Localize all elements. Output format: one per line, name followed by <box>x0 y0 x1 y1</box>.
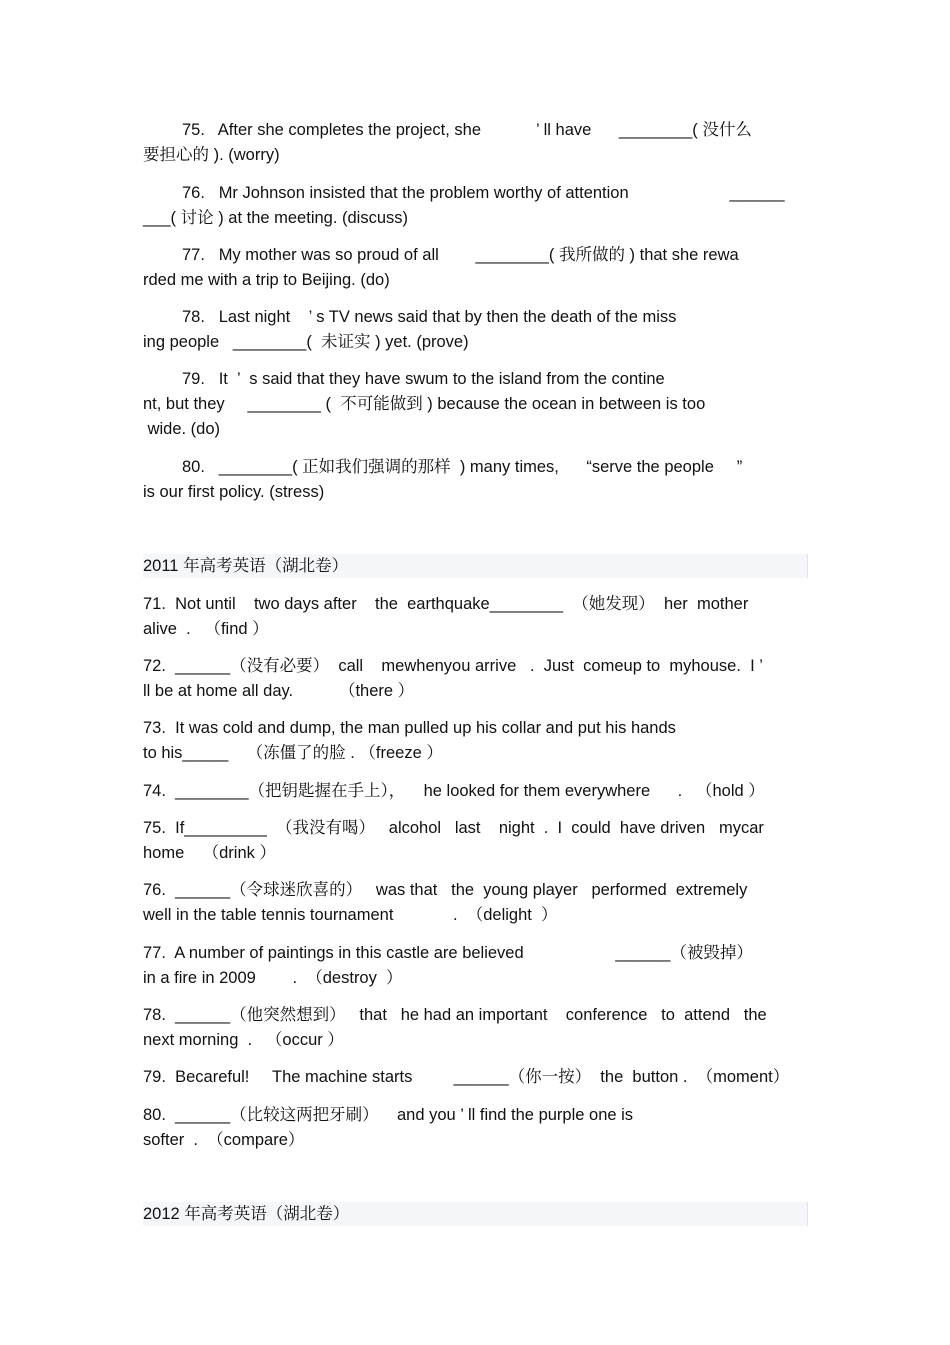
question-74 <box>143 779 808 804</box>
question-line: 72. ______（没有必要） call mewhenyou arrive . Just comeup to myhouse. I ’ <box>143 657 763 675</box>
question-line: rded me with a trip to Beijing. (do) <box>143 271 390 289</box>
question-line: 80. ______（比较这两把牙刷） and you ’ ll find the purple one is <box>143 1106 634 1124</box>
section-title: 2011 年高考英语（湖北卷） <box>143 557 349 575</box>
question-79 <box>143 367 808 442</box>
question-line: home （drink ） <box>143 844 276 862</box>
question-80 <box>143 455 808 505</box>
question-line: 79. Becareful! The machine starts ______（你一按） the button . （moment） <box>143 1068 790 1086</box>
question-79b <box>143 1065 808 1090</box>
question-line: 78. Last night ’ s TV news said that by then the death of the miss <box>182 308 677 326</box>
section-header-2012 <box>143 1202 808 1226</box>
question-line: softer . （compare） <box>143 1131 305 1149</box>
question-line: 73. It was cold and dump, the man pulled up his collar and put his hands <box>143 719 676 737</box>
question-line: nt, but they ________ ( 不可能做到 ) because the ocean in between is too <box>143 395 706 413</box>
question-78 <box>143 305 808 355</box>
question-line: 71. Not until two days after the earthquake________ （她发现） her mother <box>143 595 749 613</box>
question-line: 79. It ’ s said that they have swum to the island from the contine <box>182 370 665 388</box>
question-line: 78. ______（他突然想到） that he had an important conference to attend the <box>143 1006 767 1024</box>
question-line: 75. If_________ （我没有喝） alcohol last night . I could have driven mycar <box>143 819 764 837</box>
question-78b <box>143 1003 808 1053</box>
question-line: wide. (do) <box>143 420 221 438</box>
question-77 <box>143 243 808 293</box>
question-75b <box>143 816 808 866</box>
question-line: 76. Mr Johnson insisted that the problem worthy of attention ______ <box>182 184 785 202</box>
question-80b <box>143 1103 808 1153</box>
question-72 <box>143 654 808 704</box>
question-line: ___( 讨论 ) at the meeting. (discuss) <box>143 209 409 227</box>
question-line: 77. A number of paintings in this castle are believed ______（被毁掉） <box>143 944 753 962</box>
question-line: alive . （find ） <box>143 620 269 638</box>
question-line: ll be at home all day. （there ） <box>143 682 415 700</box>
question-line: 77. My mother was so proud of all ________( 我所做的 ) that she rewa <box>182 246 739 264</box>
question-71 <box>143 592 808 642</box>
question-line: is our first policy. (stress) <box>143 483 325 501</box>
question-line: 74. ________（把钥匙握在手上）， he looked for them everywhere . （hold ） <box>143 782 765 800</box>
question-line: in a fire in 2009 . （destroy ） <box>143 969 403 987</box>
question-line: well in the table tennis tournament . （delight ） <box>143 906 558 924</box>
question-75 <box>143 118 808 168</box>
question-76b <box>143 878 808 928</box>
question-line: 75. After she completes the project, she ’ ll have ________( 没什么 <box>182 121 752 139</box>
question-76 <box>143 181 808 231</box>
question-line: 76. ______（令球迷欣喜的） was that the young player performed extremely <box>143 881 748 899</box>
question-line: next morning . （occur ） <box>143 1031 344 1049</box>
section-header-2011 <box>143 554 808 578</box>
question-line: to his_____ （冻僵了的脸 . （freeze ） <box>143 744 443 762</box>
question-77b <box>143 941 808 991</box>
question-line: ing people ________( 未证实 ) yet. (prove) <box>143 333 469 351</box>
question-line: 要担心的 ). (worry) <box>143 146 280 164</box>
question-line: 80. ________( 正如我们强调的那样 ) many times, “serve the people ” <box>182 458 743 476</box>
question-73 <box>143 716 808 766</box>
section-title: 2012 年高考英语（湖北卷） <box>143 1205 350 1223</box>
